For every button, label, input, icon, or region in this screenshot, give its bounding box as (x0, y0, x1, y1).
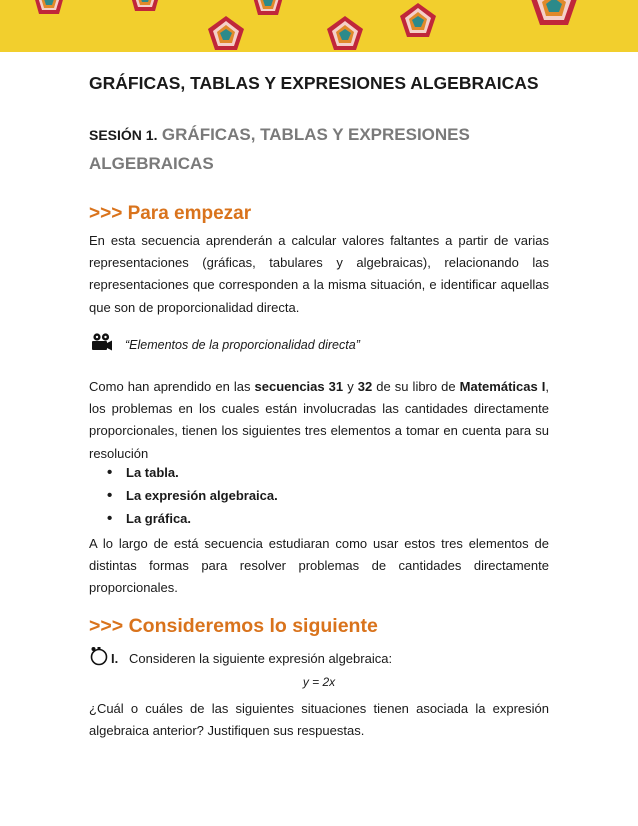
pentagon-decoration-icon (327, 16, 363, 50)
elements-list (89, 461, 549, 530)
elements-bold-32: 32 (357, 379, 373, 394)
equation: y = 2x (302, 675, 336, 689)
list-item: • La tabla. (89, 461, 549, 484)
closing-paragraph: A lo largo de está secuencia estudiaran como usar estos tres elementos de distintas formas para resolver problemas de cantidades directamente proporcionales. (89, 536, 549, 596)
elements-text-2: y (343, 379, 358, 394)
pentagon-decoration-icon (253, 0, 283, 15)
elements-bold-sequences: secuencias 31 (254, 379, 344, 394)
pentagon-decoration-icon (208, 16, 244, 50)
list-item: • La gráfica. (89, 507, 549, 530)
section-heading-para-empezar: >>> Para empezar (89, 203, 252, 224)
session-label: SESIÓN 1. (89, 127, 158, 143)
question-text: Consideren la siguiente expresión algebraica: (129, 651, 393, 666)
page-title: GRÁFICAS, TABLAS Y EXPRESIONES ALGEBRAICAS (89, 73, 539, 93)
elements-text-3: de su libro de (372, 379, 460, 394)
pentagon-decoration-icon (34, 0, 64, 14)
list-item: • La expresión algebraica. (89, 484, 549, 507)
elements-text-1: Como han aprendido en las (89, 379, 255, 394)
elements-bold-book: Matemáticas I (459, 379, 546, 394)
elements-paragraph (89, 376, 549, 465)
banner-pattern (0, 0, 638, 52)
timer-icon (89, 645, 109, 672)
intro-paragraph: En esta secuencia aprenderán a calcular valores faltantes a partir de varias representaciones (gráficas, tabulares y algebraicas), relacionando las representaciones que corresponden a la misma situación, e identificar aquellas que son de proporcionalidad directa. (89, 233, 549, 315)
section-heading-consideremos: >>> Consideremos lo siguiente (89, 615, 378, 637)
header-banner (0, 0, 638, 52)
video-camera-icon (89, 332, 113, 357)
session-title: GRÁFICAS, TABLAS Y EXPRESIONES ALGEBRAICAS (89, 125, 470, 173)
question-one (89, 645, 549, 669)
pentagon-decoration-icon (130, 0, 160, 11)
session-heading (89, 121, 549, 179)
elements-text-4: , los problemas en los cuales están involucradas las cantidades directamente proporcionales, tienen los siguientes tres elementos a tomar en cuenta para su resolución (89, 379, 549, 461)
question-followup: ¿Cuál o cuáles de las siguientes situaciones tienen asociada la expresión algebraica anterior? Justifiquen sus respuestas. (89, 701, 549, 739)
question-number: I. (111, 651, 119, 666)
pentagon-decoration-icon (400, 3, 436, 37)
video-title: “Elementos de la proporcionalidad directa” (125, 338, 360, 352)
video-reference[interactable] (89, 328, 549, 358)
pentagon-decoration-icon (531, 0, 577, 25)
